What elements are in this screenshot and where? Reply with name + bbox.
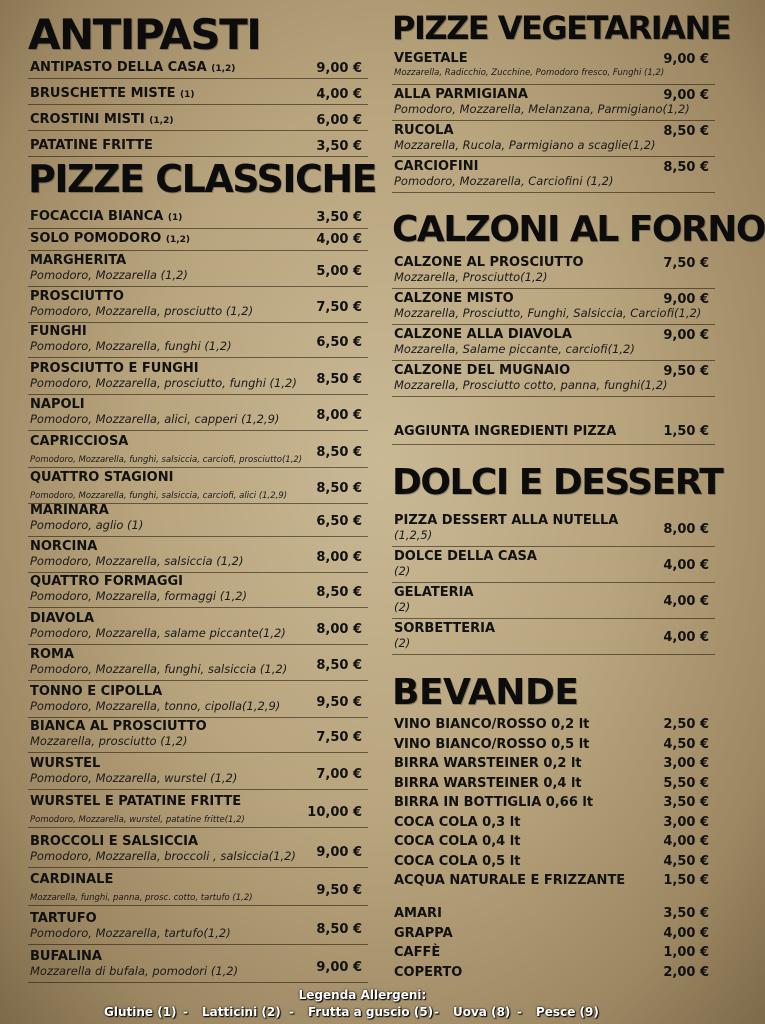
pizza-description: Pomodoro, Mozzarella, salame piccante(1,2): [30, 626, 286, 640]
pizza-name: WURSTEL: [30, 756, 101, 771]
extra-row: [392, 944, 715, 963]
vegetariana-row: [392, 122, 715, 157]
pizza-name: MARINARA: [30, 503, 109, 518]
legend-separator: -: [289, 1005, 294, 1019]
calzone-row: [392, 362, 715, 397]
beverage-row: [392, 736, 715, 755]
beverage-row: [392, 755, 715, 774]
calzone-price: 9,50 €: [663, 364, 709, 379]
vegetariana-description: Mozzarella, Radicchio, Zucchine, Pomodoro fresco, Funghi (1,2): [394, 68, 665, 78]
classiche-heading: PIZZE CLASSICHE: [28, 157, 377, 201]
beverage-name: BIRRA WARSTEINER 0,2 lt: [394, 756, 582, 771]
pizza-name: DIAVOLA: [30, 611, 95, 626]
vegetariana-price: 8,50 €: [663, 124, 709, 139]
pizza-name: TARTUFO: [30, 911, 97, 926]
dolce-name: DOLCE DELLA CASA: [394, 549, 537, 564]
vegetariana-row: [392, 86, 715, 121]
calzone-name: CALZONE ALLA DIAVOLA: [394, 327, 572, 342]
beverage-price: 2,50 €: [663, 717, 709, 732]
legend-separator: -: [183, 1005, 188, 1019]
dolce-price: 4,00 €: [663, 630, 709, 645]
beverage-price: 3,50 €: [663, 795, 709, 810]
legend-separator: -: [517, 1005, 522, 1019]
antipasti-heading: ANTIPASTI: [28, 10, 261, 59]
pizza-row: [28, 910, 368, 945]
pizza-description: Pomodoro, Mozzarella, wurstel (1,2): [30, 771, 238, 785]
dolce-row: [392, 548, 715, 583]
vegetariana-name: VEGETALE: [394, 51, 468, 66]
pizza-row: [28, 360, 368, 395]
vegetariana-description: Pomodoro, Mozzarella, Carciofini (1,2): [394, 174, 614, 188]
menu-item: ANTIPASTO DELLA CASA (1,2) 9,00 €: [28, 58, 368, 79]
pizza-price: 4,00 €: [316, 232, 362, 247]
calzone-price: 7,50 €: [663, 256, 709, 271]
pizza-description: Pomodoro, Mozzarella, prosciutto (1,2): [30, 304, 254, 318]
pizza-row: [28, 646, 368, 681]
vegetariana-description: Mozzarella, Rucola, Parmigiano a scaglie(1,2): [394, 138, 656, 152]
pizza-description: Pomodoro, aglio (1): [30, 518, 144, 532]
beverage-row: [392, 872, 715, 891]
beverage-price: 3,00 €: [663, 756, 709, 771]
pizza-description: Pomodoro, Mozzarella, funghi, salsiccia, carciofi, prosciutto(1,2): [30, 455, 303, 465]
vegetariana-price: 8,50 €: [663, 160, 709, 175]
pizza-price: 8,00 €: [316, 622, 362, 637]
pizza-name: BIANCA AL PROSCIUTTO: [30, 719, 207, 734]
pizza-row: [28, 793, 368, 828]
pizza-description: Pomodoro, Mozzarella, tartufo(1,2): [30, 926, 231, 940]
beverage-price: 4,00 €: [663, 834, 709, 849]
pizza-name: PROSCIUTTO: [30, 289, 124, 304]
pizza-price: 8,50 €: [316, 481, 362, 496]
extra-name: AMARI: [394, 906, 442, 921]
pizza-description: Pomodoro, Mozzarella, salsiccia (1,2): [30, 554, 244, 568]
vegetariana-name: RUCOLA: [394, 123, 454, 138]
beverage-price: 3,00 €: [663, 814, 709, 830]
beverage-name: COCA COLA 0,4 lt: [394, 834, 521, 849]
pizza-name: FOCACCIA BIANCA (1): [30, 209, 183, 224]
pizza-price: 8,00 €: [316, 550, 362, 565]
legend-separator: -: [434, 1005, 439, 1019]
pizza-name: QUATTRO FORMAGGI: [30, 574, 183, 589]
extra-price: 2,00 €: [663, 964, 709, 980]
pizza-price: 6,50 €: [316, 514, 362, 529]
legend-item: Frutta a guscio (5): [308, 1005, 434, 1019]
pizza-price: 9,00 €: [316, 960, 362, 975]
pizza-price: 8,50 €: [316, 585, 362, 600]
pizza-price: 8,50 €: [316, 445, 362, 460]
dolce-row: [392, 512, 715, 547]
beverage-name: ACQUA NATURALE E FRIZZANTE: [394, 873, 626, 888]
pizza-row: [28, 718, 368, 753]
pizza-name: CAPRICCIOSA: [30, 434, 129, 449]
vegetariana-price: 9,00 €: [663, 52, 709, 67]
dolce-row: [392, 584, 715, 619]
beverage-price: 4,50 €: [663, 736, 709, 752]
bevande-heading: BEVANDE: [392, 672, 579, 713]
pizza-price: 6,50 €: [316, 335, 362, 350]
dolce-row: [392, 620, 715, 655]
beverage-name: BIRRA IN BOTTIGLIA 0,66 lt: [394, 795, 594, 810]
extra-row: [392, 905, 715, 924]
legend-item: Uova (8): [453, 1005, 511, 1019]
extra-ingredients-row: AGGIUNTA INGREDIENTI PIZZA 1,50 €: [392, 422, 715, 445]
beverage-price: 1,50 €: [663, 873, 709, 888]
pizza-row: [28, 948, 368, 983]
calzone-description: Mozzarella, Prosciutto, Funghi, Salsiccia, Carciofi(1,2): [394, 306, 702, 320]
dolci-heading: DOLCI E DESSERT: [392, 462, 723, 503]
dolce-description: (1,2,5): [394, 528, 433, 542]
pizza-row: [28, 755, 368, 790]
dolce-name: GELATERIA: [394, 585, 474, 600]
beverage-row: [392, 794, 715, 813]
legend-item: Pesce (9): [536, 1005, 599, 1019]
pizza-row: [28, 396, 368, 431]
pizza-description: Pomodoro, Mozzarella, funghi (1,2): [30, 339, 232, 353]
vegetariana-price: 9,00 €: [663, 88, 709, 103]
pizza-row: [28, 573, 368, 608]
extra-price: 3,50 €: [663, 906, 709, 921]
pizza-price: 9,50 €: [316, 883, 362, 898]
vegetariana-name: CARCIOFINI: [394, 159, 479, 174]
pizza-price: 3,50 €: [316, 210, 362, 225]
beverage-name: VINO BIANCO/ROSSO 0,2 lt: [394, 717, 590, 732]
extra-name: GRAPPA: [394, 925, 453, 941]
beverage-price: 4,50 €: [663, 853, 709, 869]
extra-name: CAFFÈ: [394, 945, 441, 960]
beverage-name: COCA COLA 0,3 lt: [394, 814, 521, 830]
beverage-name: BIRRA WARSTEINER 0,4 lt: [394, 775, 582, 791]
legend-item: Glutine (1): [104, 1005, 177, 1019]
beverage-row: [392, 853, 715, 872]
dolce-price: 8,00 €: [663, 522, 709, 537]
pizza-row: [28, 833, 368, 868]
menu-item: PATATINE FRITTE 3,50 €: [28, 136, 368, 157]
extra-name: COPERTO: [394, 964, 463, 980]
pizza-name: NORCINA: [30, 539, 98, 554]
pizza-row: [28, 252, 368, 287]
pizza-row: [28, 610, 368, 645]
pizza-row: [28, 538, 368, 573]
calzone-price: 9,00 €: [663, 292, 709, 307]
allergen-code: (1,2): [165, 235, 190, 245]
calzone-name: CALZONE DEL MUGNAIO: [394, 363, 571, 378]
allergen-code: (1): [167, 213, 183, 223]
legend-item: Latticini (2): [202, 1005, 281, 1019]
dolce-description: (2): [394, 564, 411, 578]
pizza-row: [28, 871, 368, 906]
pizza-description: Pomodoro, Mozzarella, prosciutto, funghi (1,2): [30, 376, 297, 390]
dolce-price: 4,00 €: [663, 594, 709, 609]
dolce-price: 4,00 €: [663, 558, 709, 573]
calzone-description: Mozzarella, Salame piccante, carciofi(1,2): [394, 342, 635, 356]
beverage-price: 5,50 €: [663, 775, 709, 791]
pizza-name: ROMA: [30, 647, 75, 662]
pizza-name: FUNGHI: [30, 324, 87, 339]
dolce-description: (2): [394, 636, 411, 650]
pizza-price: 10,00 €: [307, 805, 362, 820]
pizza-description: Pomodoro, Mozzarella, funghi, salsiccia (1,2): [30, 662, 288, 676]
pizza-name: NAPOLI: [30, 397, 85, 412]
pizza-price: 5,00 €: [316, 264, 362, 279]
pizza-name: QUATTRO STAGIONI: [30, 470, 174, 485]
beverage-row: [392, 775, 715, 794]
pizza-description: Pomodoro, Mozzarella, broccoli , salsiccia(1,2): [30, 849, 296, 863]
pizza-description: Pomodoro, Mozzarella, funghi, salsiccia, carciofi, alici (1,2,9): [30, 491, 288, 501]
pizza-price: 9,50 €: [316, 695, 362, 710]
extra-price: 4,00 €: [663, 925, 709, 941]
calzone-description: Mozzarella, Prosciutto(1,2): [394, 270, 548, 284]
pizza-price: 7,50 €: [316, 730, 362, 745]
pizza-description: Mozzarella di bufala, pomodori (1,2): [30, 964, 239, 978]
beverage-name: COCA COLA 0,5 lt: [394, 853, 521, 869]
pizza-row: [28, 469, 368, 504]
calzone-description: Mozzarella, Prosciutto cotto, panna, funghi(1,2): [394, 378, 668, 392]
pizza-price: 7,00 €: [316, 767, 362, 782]
pizza-description: Mozzarella, funghi, panna, prosc. cotto, tartufo (1,2): [30, 893, 253, 903]
pizza-row: [28, 323, 368, 358]
calzone-row: [392, 254, 715, 289]
pizza-price: 9,00 €: [316, 845, 362, 860]
menu-item: CROSTINI MISTI (1,2) 6,00 €: [28, 110, 368, 131]
dolce-name: PIZZA DESSERT ALLA NUTELLA: [394, 513, 619, 528]
beverage-row: [392, 814, 715, 833]
calzone-row: [392, 326, 715, 361]
pizza-price: 8,50 €: [316, 372, 362, 387]
pizza-name: SOLO POMODORO (1,2): [30, 231, 190, 246]
pizza-description: Pomodoro, Mozzarella, tonno, cipolla(1,2,9): [30, 699, 281, 713]
pizza-row: [28, 288, 368, 323]
pizza-price: 7,50 €: [316, 300, 362, 315]
calzoni-heading: CALZONI AL FORNO: [392, 209, 765, 250]
extra-price: 1,00 €: [663, 945, 709, 960]
pizza-name: CARDINALE: [30, 872, 114, 887]
vegetariana-row: [392, 158, 715, 193]
pizza-name: BROCCOLI E SALSICCIA: [30, 834, 199, 849]
vegetariana-description: Pomodoro, Mozzarella, Melanzana, Parmigiano(1,2): [394, 102, 690, 116]
beverage-row: [392, 716, 715, 735]
dolce-description: (2): [394, 600, 411, 614]
pizza-price: 8,50 €: [316, 922, 362, 937]
pizza-price: 8,00 €: [316, 408, 362, 423]
vegetariane-heading: PIZZE VEGETARIANE: [392, 9, 731, 47]
pizza-row: [28, 502, 368, 537]
pizza-name: PROSCIUTTO E FUNGHI: [30, 361, 199, 376]
pizza-description: Mozzarella, prosciutto (1,2): [30, 734, 188, 748]
pizza-row: [28, 208, 368, 229]
pizza-description: Pomodoro, Mozzarella, alici, capperi (1,2,9): [30, 412, 280, 426]
calzone-name: CALZONE AL PROSCIUTTO: [394, 255, 584, 270]
pizza-row: [28, 683, 368, 718]
calzone-name: CALZONE MISTO: [394, 291, 514, 306]
vegetariana-name: ALLA PARMIGIANA: [394, 87, 528, 102]
extra-row: [392, 925, 715, 944]
pizza-description: Pomodoro, Mozzarella, wurstel, patatine fritte(1,2): [30, 815, 245, 825]
beverage-name: VINO BIANCO/ROSSO 0,5 lt: [394, 736, 590, 752]
menu-item: BRUSCHETTE MISTE (1) 4,00 €: [28, 84, 368, 105]
vegetariana-row: [392, 50, 715, 85]
pizza-name: BUFALINA: [30, 949, 102, 964]
pizza-name: MARGHERITA: [30, 253, 127, 268]
pizza-name: WURSTEL E PATATINE FRITTE: [30, 794, 242, 809]
pizza-description: Pomodoro, Mozzarella (1,2): [30, 268, 188, 282]
extra-row: [392, 964, 715, 983]
calzone-row: [392, 290, 715, 325]
pizza-name: TONNO E CIPOLLA: [30, 684, 163, 699]
allergen-legend-title: Legenda Allergeni:: [298, 988, 427, 1002]
beverage-row: [392, 833, 715, 852]
pizza-row: [28, 433, 368, 468]
dolce-name: SORBETTERIA: [394, 621, 496, 636]
calzone-price: 9,00 €: [663, 328, 709, 343]
pizza-description: Pomodoro, Mozzarella, formaggi (1,2): [30, 589, 248, 603]
pizza-row: [28, 230, 368, 251]
pizza-price: 8,50 €: [316, 658, 362, 673]
